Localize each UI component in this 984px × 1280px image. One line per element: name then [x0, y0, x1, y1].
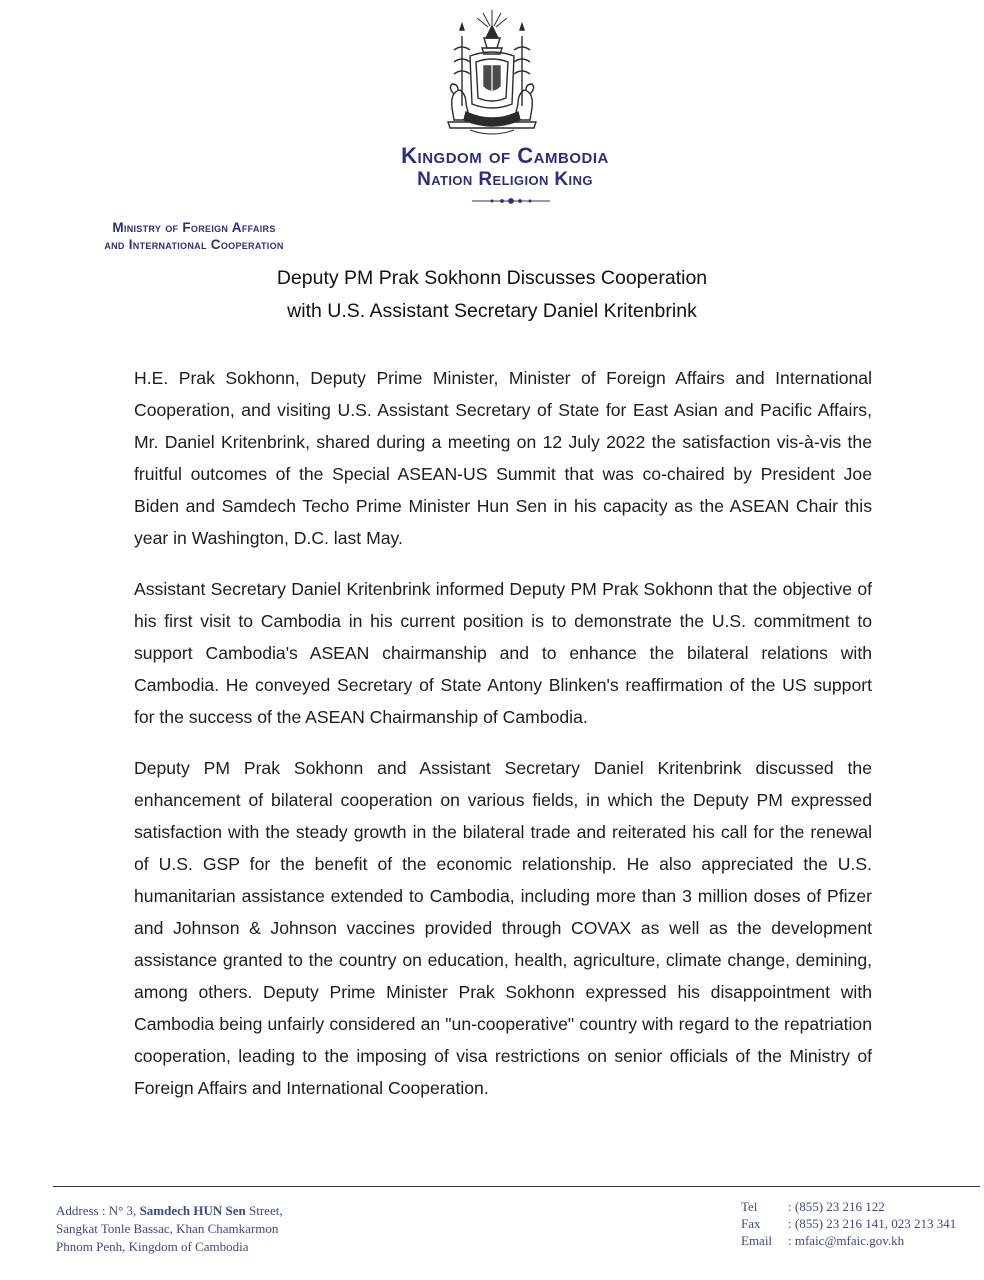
address-street-name: Samdech HUN Sen	[139, 1203, 246, 1218]
press-release-body	[134, 362, 872, 1123]
address-line-1	[56, 1202, 283, 1220]
contact-email	[741, 1232, 956, 1249]
paragraph-2: Assistant Secretary Daniel Kritenbrink informed Deputy PM Prak Sokhonn that the objective of his first visit to Cambodia in his current position is to demonstrate the U.S. commitment to support Cambodia's ASEAN chairmanship and to enhance the bilateral relations with Cambodia. He conveyed Secretary of State Antony Blinken's reaffirmation of the US support for the success of the ASEAN Chairmanship of Cambodia.	[134, 579, 872, 727]
country-name: Kingdom of Cambodia	[401, 143, 609, 168]
fax-label: Fax	[741, 1216, 761, 1231]
contact-tel	[741, 1198, 956, 1215]
fax-value: : (855) 23 216 141, 023 213 341	[788, 1216, 957, 1231]
royal-coat-of-arms-emblem	[440, 8, 544, 140]
address-prefix: Address : N° 3,	[56, 1203, 140, 1218]
press-release-title	[0, 262, 984, 328]
footer-divider	[53, 1186, 980, 1187]
paragraph-3: Deputy PM Prak Sokhonn and Assistant Secretary Daniel Kritenbrink discussed the enhancement of bilateral cooperation on various fields, in which the Deputy PM expressed satisfaction with the steady growth in the bilateral trade and reiterated his call for the renewal of U.S. GSP for the benefit of the economic relationship. He also appreciated the U.S. humanitarian assistance extended to Cambodia, including more than 3 million doses of Pfizer and Johnson & Johnson vaccines provided through COVAX as well as the development assistance granted to the country on education, health, agriculture, climate change, demining, among others. Deputy Prime Minister Prak Sokhonn expressed his disappointment with Cambodia being unfairly considered an "un-cooperative" country with regard to the repatriation cooperation, leading to the imposing of visa restrictions on senior officials of the Ministry of Foreign Affairs and International Cooperation.	[134, 758, 872, 1098]
address-line-2: Sangkat Tonle Bassac, Khan Chamkarmon	[56, 1221, 279, 1236]
footer-address	[56, 1202, 283, 1256]
ministry-name	[44, 219, 344, 253]
contact-fax	[741, 1215, 956, 1232]
address-line-3: Phnom Penh, Kingdom of Cambodia	[56, 1239, 249, 1254]
national-motto: Nation Religion King	[417, 169, 593, 190]
tel-label: Tel	[741, 1199, 758, 1214]
paragraph-1: H.E. Prak Sokhonn, Deputy Prime Minister, Minister of Foreign Affairs and International Cooperation, and visiting U.S. Assistant Secretary of State for East Asian and Pacific Affairs, Mr. Daniel Kritenbrink, shared during a meeting on 12 July 2022 the satisfaction vis-à-vis the fruitful outcomes of the Special ASEAN-US Summit that was co-chaired by President Joe Biden and Samdech Techo Prime Minister Hun Sen in his capacity as the ASEAN Chair this year in Washington, D.C. last May.	[134, 368, 872, 548]
ministry-line-2: and International Cooperation	[104, 237, 284, 252]
email-label: Email	[741, 1233, 773, 1248]
footer-contact	[741, 1198, 956, 1249]
ministry-line-1: Ministry of Foreign Affairs	[112, 220, 276, 235]
address-street-suffix: Street,	[245, 1203, 283, 1218]
title-line-2: with U.S. Assistant Secretary Daniel Kritenbrink	[287, 300, 697, 322]
title-line-1: Deputy PM Prak Sokhonn Discusses Cooperation	[276, 267, 708, 289]
ornamental-divider	[466, 196, 556, 206]
tel-value: : (855) 23 216 122	[788, 1199, 885, 1214]
email-value[interactable]: : mfaic@mfaic.gov.kh	[788, 1233, 905, 1248]
